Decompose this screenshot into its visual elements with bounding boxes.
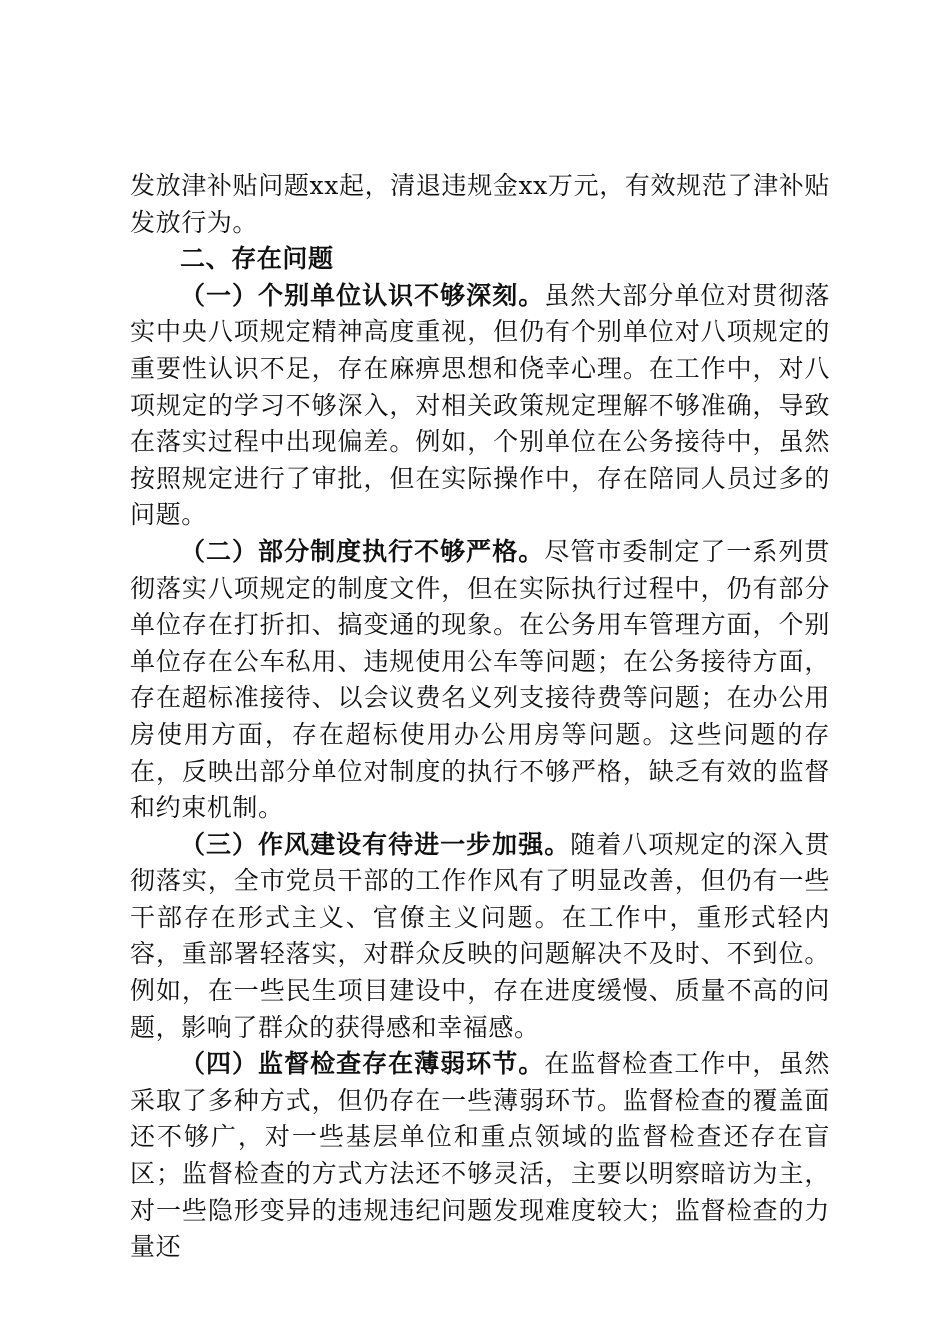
problem-body-3: 随着八项规定的深入贯彻落实，全市党员干部的工作作风有了明显改善，但仍有一些干部存在形式主义、官僚主义问题。在工作中，重形式轻内容，重部署轻落实，对群众反映的问题解决不及时、不到位。例如，在一些民生项目建设中，存在进度缓慢、质量不高的问题，影响了群众的获得感和幸福感。: [130, 829, 830, 1042]
section-heading: 二、存在问题: [180, 244, 334, 274]
problem-body-1: 虽然大部分单位对贯彻落实中央八项规定精神高度重视，但仍有个别单位对八项规定的重要性认识不足，存在麻痹思想和侥幸心理。在工作中，对八项规定的学习不够深入，对相关政策规定理解不够准确，导致在落实过程中出现偏差。例如，个别单位在公务接待中，虽然按照规定进行了审批，但在实际操作中，存在陪同人员过多的问题。: [130, 280, 830, 530]
problem-body-4: 在监督检查工作中，虽然采取了多种方式，但仍存在一些薄弱环节。监督检查的覆盖面还不够广，对一些基层单位和重点领域的监督检查还存在盲区；监督检查的方式方法还不够灵活，主要以明察暗访为主，对一些隐形变异的违规违纪问题发现难度较大；监督检查的力量还: [130, 1049, 830, 1262]
problem-paragraph-2: [130, 534, 830, 827]
problem-paragraph-4: [130, 1046, 830, 1266]
problem-lead-3: （三）作风建设有待进一步加强。: [180, 829, 571, 859]
problem-paragraph-3: [130, 827, 830, 1047]
problem-lead-1: （一）个别单位认识不够深刻。: [180, 280, 545, 310]
problem-paragraph-1: [130, 278, 830, 534]
problem-body-2: 尽管市委制定了一系列贯彻落实八项规定的制度文件，但在实际执行过程中，仍有部分单位存在打折扣、搞变通的现象。在公务用车管理方面，个别单位存在公车私用、违规使用公车等问题；在公务接待方面，存在超标准接待、以会议费名义列支接待费等问题；在办公用房使用方面，存在超标使用办公用房等问题。这些问题的存在，反映出部分单位对制度的执行不够严格，缺乏有效的监督和约束机制。: [130, 536, 830, 823]
continuation-paragraph: 发放津补贴问题xx起，清退违规金xx万元，有效规范了津补贴发放行为。: [130, 171, 830, 237]
problem-lead-4: （四）监督检查存在薄弱环节。: [180, 1049, 545, 1079]
document-body: [130, 168, 830, 1266]
problem-lead-2: （二）部分制度执行不够严格。: [180, 536, 545, 566]
